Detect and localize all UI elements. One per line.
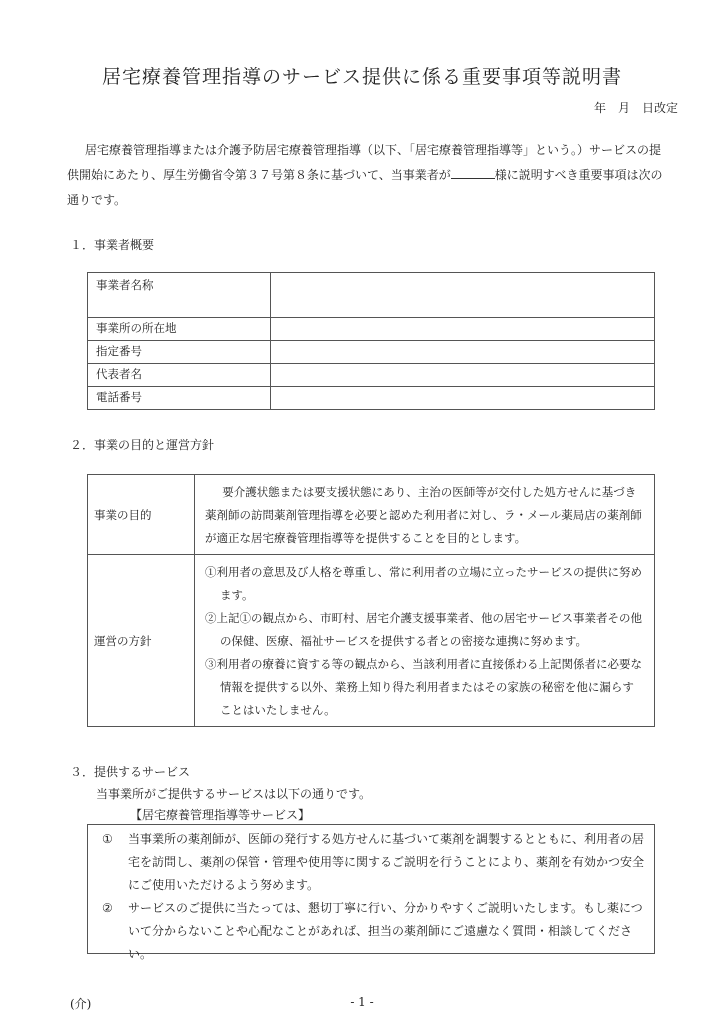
row-label: 指定番号 [88, 341, 271, 364]
purpose-policy-table [87, 474, 655, 727]
purpose-text [195, 475, 655, 555]
purpose-paragraph: 要介護状態または要支援状態にあり、主治の医師等が交付した処方せんに基づき薬剤師の訪問薬剤管理指導を必要と認めた利用者に対し、ラ・メール薬局店の薬剤師が適正な居宅療養管理指導等を提供することを目的とします。 [205, 485, 642, 545]
policy-text [195, 555, 655, 727]
page-number: - 1 - [350, 995, 374, 1009]
revision-date: 年 月 日改定 [593, 101, 678, 115]
business-overview-table [87, 272, 655, 410]
item-text: 当事業所の薬剤師が、医師の発行する処方せんに基づいて薬剤を調製するとともに、利用者の居宅を訪問し、薬剤の保管・管理や使用等に関するご説明を行うことにより、薬剤を有効かつ安全にご使用いただけるよう努めます。 [128, 832, 645, 892]
row-label: 代表者名 [88, 364, 271, 387]
row-label: 電話番号 [88, 387, 271, 410]
footer-label: (介) [70, 997, 92, 1011]
policy-label: 運営の方針 [88, 555, 195, 727]
policy-item: ③利用者の療養に資する等の観点から、当該利用者に直接係わる上記関係者に必要な情報を提供する以外、業務上知り得た利用者またはその家族の秘密を他に漏らすことはいたしません。 [205, 657, 642, 717]
intro-text-2: 様に説明すべき重要事項は次の通りです。 [67, 168, 663, 207]
section1-heading: １．事業者概要 [70, 238, 155, 252]
row-value [271, 318, 655, 341]
row-label: 事業者名称 [88, 273, 271, 318]
row-value [271, 364, 655, 387]
row-label: 事業所の所在地 [88, 318, 271, 341]
table-row [88, 341, 655, 364]
item-text: サービスのご提供に当たっては、懇切丁寧に行い、分かりやすくご説明いたします。もし薬について分からないことや心配なことがあれば、担当の薬剤師にご遠慮なく質問・相談してください。 [128, 901, 643, 961]
document-title: 居宅療養管理指導のサービス提供に係る重要事項等説明書 [101, 66, 622, 88]
services-intro: 当事業所がご提供するサービスは以下の通りです。 [96, 787, 372, 801]
policy-item: ①利用者の意思及び人格を尊重し、常に利用者の立場に立ったサービスの提供に努めます。 [205, 565, 642, 602]
customer-name-blank [451, 166, 495, 179]
table-row [88, 273, 655, 318]
services-box [87, 824, 655, 961]
services-subheading: 【居宅療養管理指導等サービス】 [130, 808, 311, 822]
table-row [88, 387, 655, 410]
item-marker: ① [102, 832, 113, 846]
item-marker: ② [102, 901, 113, 915]
table-row [88, 364, 655, 387]
purpose-label: 事業の目的 [88, 475, 195, 555]
list-item [102, 897, 644, 966]
section2-heading: ２．事業の目的と運営方針 [70, 438, 215, 452]
section3-heading: ３．提供するサービス [70, 765, 191, 779]
list-item [102, 828, 644, 897]
row-value [271, 387, 655, 410]
row-value [271, 341, 655, 364]
policy-item: ②上記①の観点から、市町村、居宅介護支援事業者、他の居宅サービス事業者その他の保健、医療、福祉サービスを提供する者との密接な連携に努めます。 [205, 611, 642, 648]
table-row [88, 318, 655, 341]
table-row [88, 475, 655, 555]
intro-text-1: 居宅療養管理指導または介護予防居宅療養管理指導（以下、「居宅療養管理指導等」という。）サービスの提供開始にあたり、厚生労働省令第３７号第８条に基づいて、当事業者が [67, 143, 662, 182]
row-value [271, 273, 655, 318]
intro-paragraph [67, 138, 667, 213]
table-row [88, 555, 655, 727]
